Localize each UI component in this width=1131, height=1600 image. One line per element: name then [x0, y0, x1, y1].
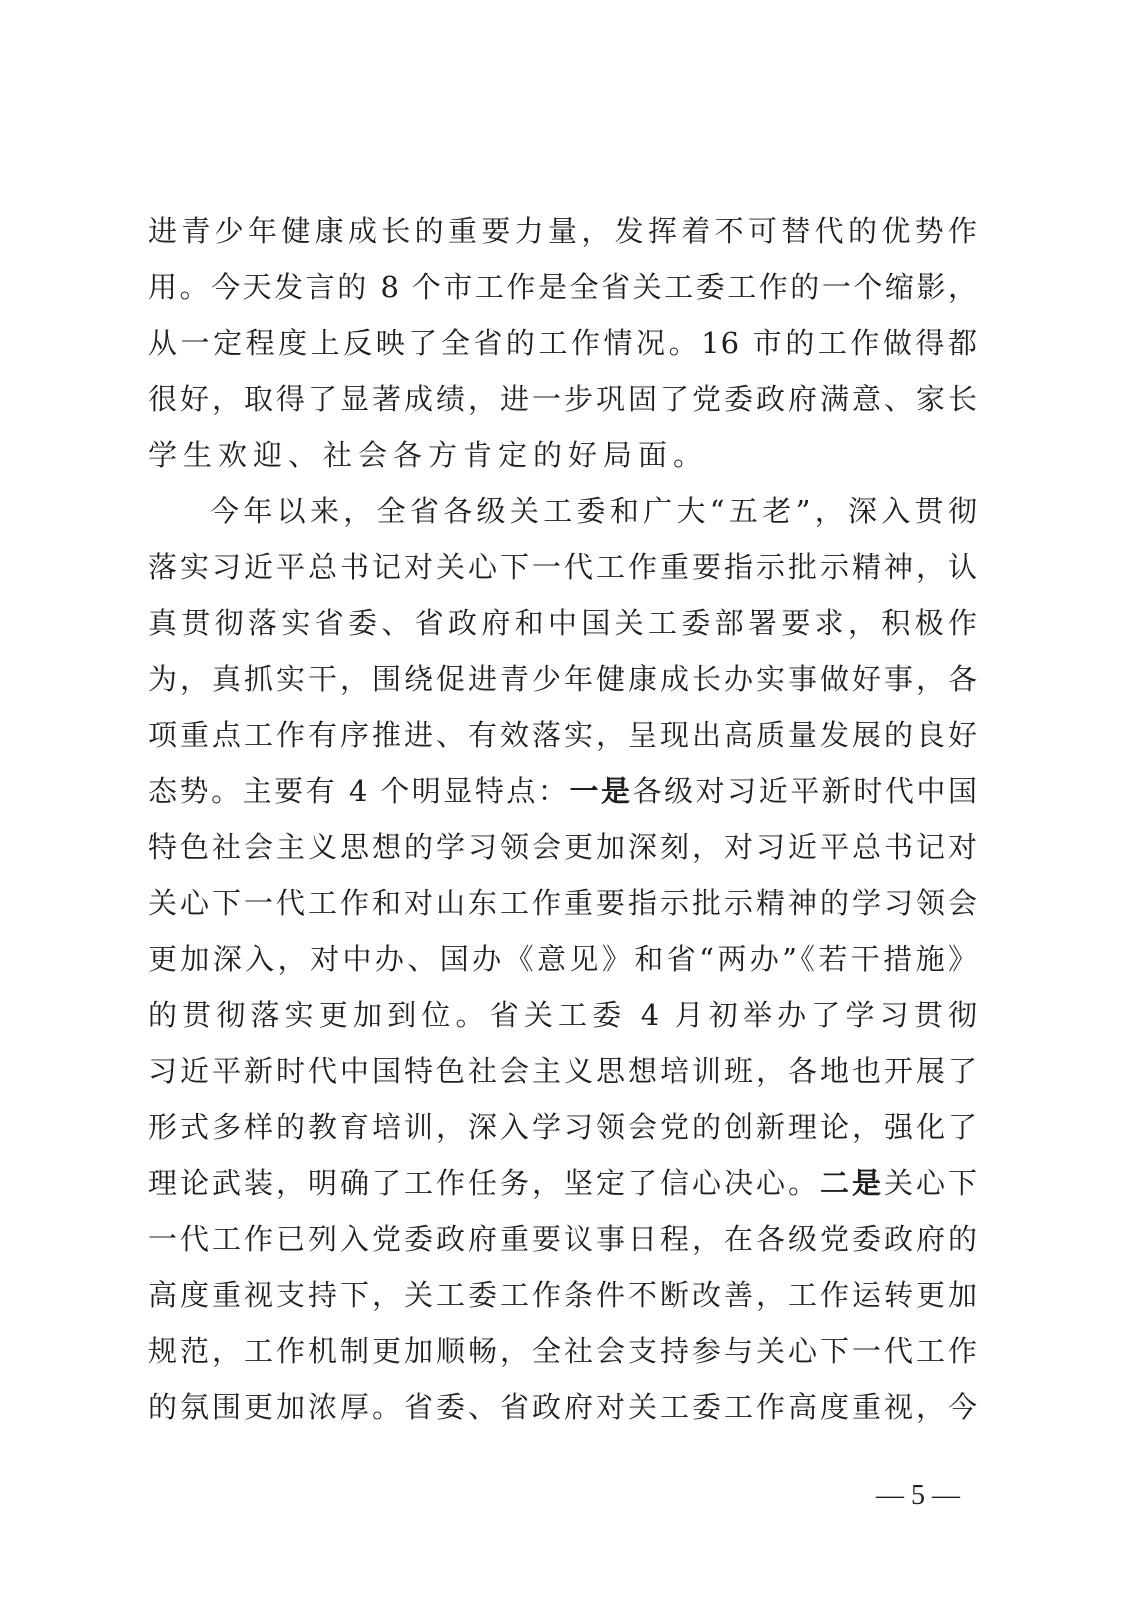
text-line: 项重点工作有序推进、有效落实，呈现出高质量发展的良好 — [148, 718, 978, 752]
text-line: 的贯彻落实更加到位。省关工委 4 月初举办了学习贯彻 — [148, 998, 978, 1032]
emphasis-first-point: 一是 — [569, 774, 633, 808]
text-segment: 关心下 — [883, 1166, 978, 1200]
paragraph-first-line: 今年以来，全省各级关工委和广大“五老”，深入贯彻 — [210, 494, 978, 528]
text-line: 的氛围更加浓厚。省委、省政府对关工委工作高度重视，今 — [148, 1390, 978, 1424]
text-line: 进青少年健康成长的重要力量，发挥着不可替代的优势作 — [148, 214, 978, 248]
emphasis-second-point: 二是 — [819, 1166, 884, 1200]
text-line: 很好，取得了显著成绩，进一步巩固了党委政府满意、家长 — [148, 382, 978, 416]
text-line: 习近平新时代中国特色社会主义思想培训班，各地也开展了 — [148, 1054, 978, 1088]
text-line: 高度重视支持下，关工委工作条件不断改善，工作运转更加 — [148, 1278, 978, 1312]
text-segment: 态势。主要有 4 个明显特点： — [148, 774, 570, 808]
text-segment: 各级对习近平新时代中国 — [632, 774, 978, 808]
text-line: 真贯彻落实省委、省政府和中国关工委部署要求，积极作 — [148, 606, 978, 640]
text-line: 从一定程度上反映了全省的工作情况。16 市的工作做得都 — [148, 326, 978, 360]
text-segment: 理论武装，明确了工作任务，坚定了信心决心。 — [148, 1166, 820, 1200]
text-line: 规范，工作机制更加顺畅，全社会支持参与关心下一代工作 — [148, 1334, 978, 1368]
text-line — [148, 1155, 978, 1211]
text-line: 一代工作已列入党委政府重要议事日程，在各级党委政府的 — [148, 1222, 978, 1256]
page-number: — 5 — — [876, 1480, 960, 1511]
text-line: 形式多样的教育培训，深入学习领会党的创新理论，强化了 — [148, 1110, 978, 1144]
text-line — [148, 763, 978, 819]
text-line: 为，真抓实干，围绕促进青少年健康成长办实事做好事，各 — [148, 662, 978, 696]
text-line: 更加深入，对中办、国办《意见》和省“两办”《若干措施》 — [148, 942, 978, 976]
text-line: 落实习近平总书记对关心下一代工作重要指示批示精神，认 — [148, 550, 978, 584]
text-line: 关心下一代工作和对山东工作重要指示批示精神的学习领会 — [148, 886, 978, 920]
text-line: 用。今天发言的 8 个市工作是全省关工委工作的一个缩影， — [148, 270, 978, 304]
text-line: 特色社会主义思想的学习领会更加深刻，对习近平总书记对 — [148, 830, 978, 864]
text-line: 学生欢迎、社会各方肯定的好局面。 — [148, 438, 709, 472]
